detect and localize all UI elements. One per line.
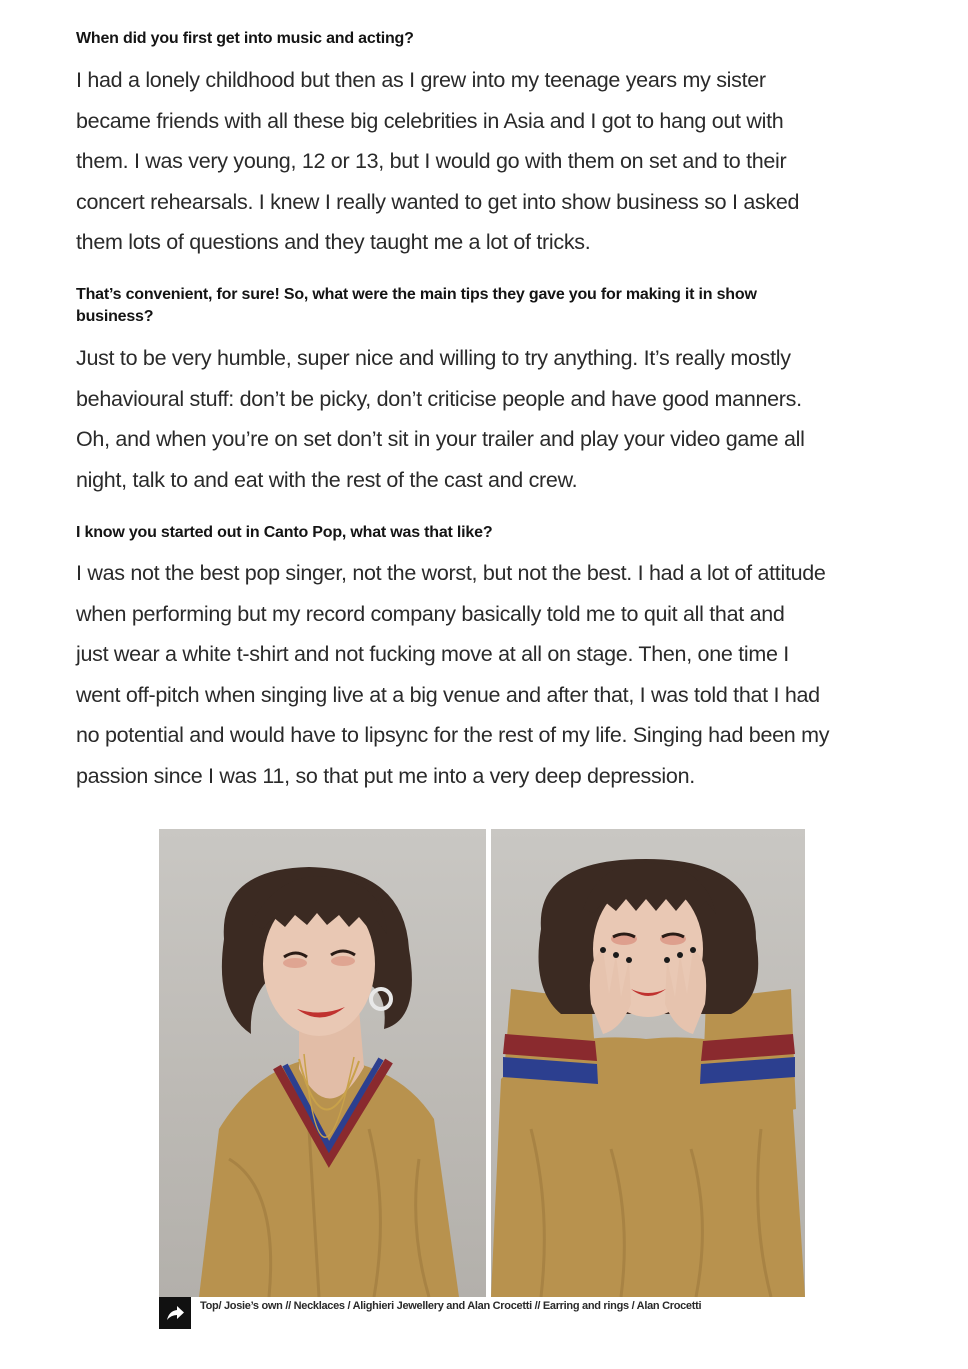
question-line: business? [76, 308, 154, 325]
interview-answer [76, 60, 799, 263]
portrait-photo-left [159, 829, 486, 1297]
photo-caption: Top/ Josie’s own // Necklaces / Alighieri Jewellery and Alan Crocetti // Earring and rings / Alan Crocetti [200, 1300, 702, 1312]
share-button[interactable] [159, 1297, 191, 1329]
answer-line: behavioural stuff: don’t be picky, don’t criticise people and have good manners. [76, 386, 802, 411]
portrait-illustration-left [159, 829, 486, 1297]
question-line: That’s convenient, for sure! So, what were the main tips they gave you for making it in show [76, 286, 757, 303]
answer-line: passion since I was 11, so that put me into a very deep depression. [76, 763, 695, 788]
portrait-photo-right [491, 829, 805, 1297]
answer-line: concert rehearsals. I knew I really wanted to get into show business so I asked [76, 189, 800, 214]
interview-answer [76, 338, 805, 500]
answer-line: night, talk to and eat with the rest of the cast and crew. [76, 467, 578, 492]
share-arrow-icon [165, 1305, 185, 1321]
answer-line: just wear a white t-shirt and not fucking move at all on stage. Then, one time I [76, 642, 789, 666]
interview-question: I know you started out in Canto Pop, what was that like? [76, 524, 493, 541]
answer-line: Just to be very humble, super nice and willing to try anything. It’s really mostly [76, 346, 791, 370]
interview-question: When did you first get into music and acting? [76, 30, 414, 47]
answer-line: went off-pitch when singing live at a big venue and after that, I was told that I had [76, 682, 820, 707]
answer-line: I had a lonely childhood but then as I grew into my teenage years my sister [76, 68, 766, 92]
answer-line: I was not the best pop singer, not the worst, but not the best. I had a lot of attitude [76, 561, 826, 585]
answer-line: Oh, and when you’re on set don’t sit in your trailer and play your video game all [76, 427, 805, 451]
interview-question [76, 284, 836, 328]
answer-line: when performing but my record company basically told me to quit all that and [76, 601, 785, 626]
answer-line: became friends with all these big celebrities in Asia and I got to hang out with [76, 108, 784, 133]
portrait-illustration-right [491, 829, 805, 1297]
answer-line: them lots of questions and they taught me a lot of tricks. [76, 230, 591, 254]
answer-line: them. I was very young, 12 or 13, but I would go with them on set and to their [76, 149, 787, 173]
interview-answer [76, 553, 829, 796]
answer-line: no potential and would have to lipsync for the rest of my life. Singing had been my [76, 723, 830, 747]
